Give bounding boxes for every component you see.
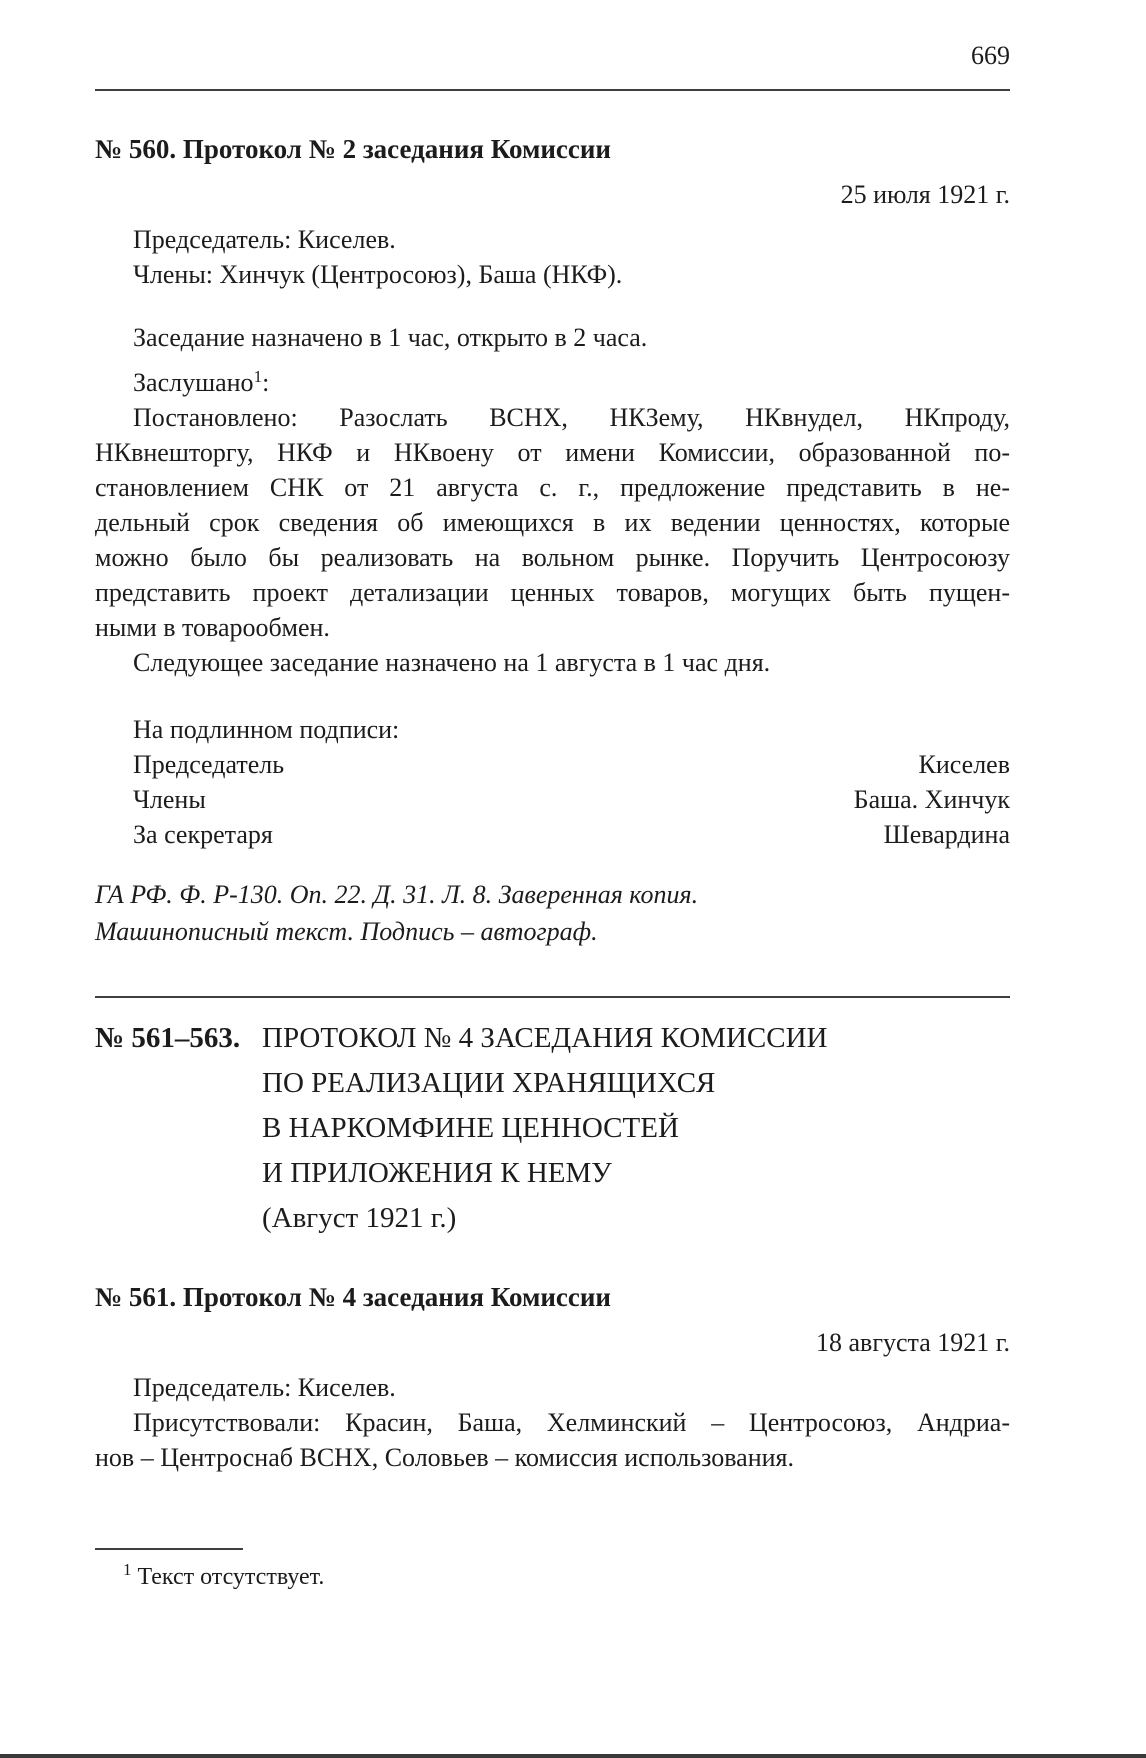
section-heading-title-line: В НАРКОМФИНЕ ЦЕННОСТЕЙ xyxy=(262,1112,679,1144)
section-heading-title-line: ПО РЕАЛИЗАЦИИ ХРАНЯЩИХСЯ xyxy=(262,1067,716,1099)
resolution-line: можно было бы реализовать на вольном рынке. Поручить Центросоюзу xyxy=(95,543,1010,572)
section-heading-title-line: И ПРИЛОЖЕНИЯ К НЕМУ xyxy=(262,1157,612,1189)
resolution-line: становлением СНК от 21 августа с. г., предложение представить в не- xyxy=(95,473,1010,502)
section-heading-date-line: (Август 1921 г.) xyxy=(262,1202,457,1234)
doc-560-heard-line xyxy=(95,365,1010,400)
signature-name: Баша. Хинчук xyxy=(853,785,1010,814)
footnote-mark: 1 xyxy=(123,1560,132,1579)
signature-name: Киселев xyxy=(918,750,1010,779)
section-heading-first-line xyxy=(95,1016,1010,1061)
signature-role: За секретаря xyxy=(133,820,273,849)
doc-561-chairman-line: Председатель: Киселев. xyxy=(133,1373,396,1402)
resolution-line: НКвнешторгу, НКФ и НКвоену от имени Комиссии, образованной по- xyxy=(95,438,1010,467)
section-heading-number: № 561–563. xyxy=(95,1022,241,1054)
section-561-563-heading xyxy=(95,1016,1010,1241)
resolution-line: ными в товарообмен. xyxy=(95,613,330,642)
page-content xyxy=(95,0,1010,1475)
citation-line: Машинописный текст. Подпись – автограф. xyxy=(95,917,598,946)
signature-row xyxy=(95,782,1010,817)
signatures-block xyxy=(95,747,1010,852)
footnote-reference-mark: 1 xyxy=(253,367,263,386)
doc-560-resolution-paragraph xyxy=(95,400,1010,645)
doc-560-date: 25 июля 1921 г. xyxy=(840,180,1010,209)
doc-560-officials xyxy=(95,222,1010,292)
doc-561-body xyxy=(95,1370,1010,1475)
signature-row xyxy=(95,747,1010,782)
doc-561-date: 18 августа 1921 г. xyxy=(816,1328,1010,1357)
doc-560-members-line: Члены: Хинчук (Центросоюз), Баша (НКФ). xyxy=(133,260,623,289)
attendees-line: нов – Центроснаб ВСНХ, Соловьев – комиссия использования. xyxy=(95,1443,795,1472)
page-bottom-scan-edge xyxy=(0,1754,1146,1758)
heard-colon: : xyxy=(262,368,270,397)
section-heading-title-line: ПРОТОКОЛ № 4 ЗАСЕДАНИЯ КОМИССИИ xyxy=(262,1022,828,1054)
resolution-line: представить проект детализации ценных товаров, могущих быть пущен- xyxy=(95,578,1010,607)
section-divider-rule xyxy=(95,996,1010,998)
doc-560-heading: № 560. Протокол № 2 заседания Комиссии xyxy=(95,134,611,164)
signature-role: Председатель xyxy=(133,750,285,779)
footnote-rule xyxy=(95,1548,243,1550)
doc-560-chairman-line: Председатель: Киселев. xyxy=(133,225,396,254)
resolution-line: Постановлено: Разослать ВСНХ, НКЗему, НКвнудел, НКпроду, xyxy=(133,403,1010,432)
footnote-text-line xyxy=(95,1560,1010,1595)
page-number: 669 xyxy=(971,41,1010,70)
doc-561-heading: № 561. Протокол № 4 заседания Комиссии xyxy=(95,1282,611,1312)
doc-560-session-note: Заседание назначено в 1 час, открыто в 2 часа. xyxy=(133,323,648,352)
archival-citation xyxy=(95,876,1010,950)
citation-line: ГА РФ. Ф. Р-130. Оп. 22. Д. 31. Л. 8. Заверенная копия. xyxy=(95,880,699,909)
signature-role: Члены xyxy=(133,785,206,814)
footnote-block xyxy=(95,1548,1010,1595)
resolution-line: дельный срок сведения об имеющихся в их ведении ценностях, которые xyxy=(95,508,1010,537)
heard-label: Заслушано xyxy=(133,368,254,397)
signature-name: Шевардина xyxy=(883,820,1010,849)
signatures-label: На подлинном подписи: xyxy=(133,715,400,744)
attendees-line: Присутствовали: Красин, Баша, Хелминский – Центросоюз, Андриа- xyxy=(133,1408,1010,1437)
footnote-text: Текст отсутствует. xyxy=(137,1564,325,1590)
doc-560-next-session: Следующее заседание назначено на 1 августа в 1 час дня. xyxy=(133,648,771,677)
signature-row xyxy=(95,817,1010,852)
header-rule xyxy=(95,89,1010,91)
